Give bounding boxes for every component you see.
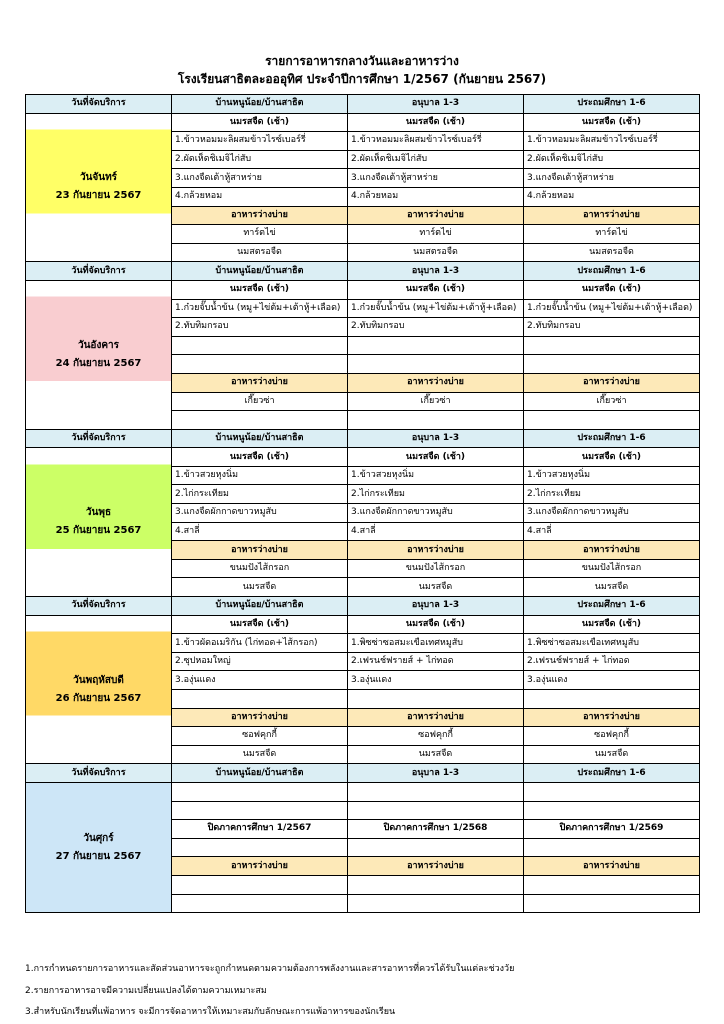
menu-item: 1.ก๋วยจั๊บน้ำข้น (หมู+ไข่ต้ม+เต้าหู้+เลือด)	[172, 299, 348, 318]
menu-item	[524, 336, 700, 355]
menu-item: 1.ข้าวหอมมะลิผสมข้าวไรซ์เบอร์รี่	[172, 132, 348, 151]
column-header: วันที่จัดบริการ	[26, 95, 172, 114]
snack-label: อาหารว่างบ่าย	[524, 206, 700, 225]
menu-item	[348, 355, 524, 374]
breakfast-label: นมรสจืด (เช้า)	[524, 113, 700, 132]
menu-item: 4.กล้วยหอม	[524, 187, 700, 206]
day-header-row	[26, 429, 700, 448]
menu-item: 2.ซุปหอมใหญ่	[172, 652, 348, 671]
menu-item: 3.แกงจืดเต้าหู้สาหร่าย	[172, 169, 348, 188]
menu-item: 2.ทับทิมกรอบ	[348, 318, 524, 337]
day-name: วันพุธ	[85, 507, 112, 519]
snack-item: นมสตรอจืด	[524, 243, 700, 262]
empty-cell	[348, 838, 524, 857]
breakfast-label: นมรสจืด (เช้า)	[348, 448, 524, 467]
snack-item: ขนมปังไส้กรอก	[348, 559, 524, 578]
column-header: ประถมศึกษา 1-6	[524, 597, 700, 616]
menu-item	[172, 690, 348, 709]
snack-item: นมรสจืด	[348, 745, 524, 764]
menu-item	[524, 690, 700, 709]
day-date: 27 กันยายน 2567	[55, 850, 142, 862]
day-name: วันศุกร์	[83, 832, 114, 844]
menu-item: 4.กล้วยหอม	[172, 187, 348, 206]
closed-notice: ปิดภาคการศึกษา 1/2569	[524, 820, 700, 839]
column-header: ประถมศึกษา 1-6	[524, 95, 700, 114]
snack-item: นมรสจืด	[348, 578, 524, 597]
column-header: วันที่จัดบริการ	[26, 764, 172, 783]
column-header: อนุบาล 1-3	[348, 95, 524, 114]
menu-item	[524, 355, 700, 374]
snack-label: อาหารว่างบ่าย	[348, 206, 524, 225]
note-2: 2.รายการอาหารอาจมีความเปลี่ยนแปลงได้ตามความเหมาะสม	[25, 986, 267, 996]
snack-item	[172, 875, 348, 894]
column-header: บ้านหนูน้อย/บ้านสาธิต	[172, 597, 348, 616]
snack-label: อาหารว่างบ่าย	[172, 206, 348, 225]
closed-notice: ปิดภาคการศึกษา 1/2567	[172, 820, 348, 839]
note-1: 1.การกำหนดรายการอาหารและสัดส่วนอาหารจะถูกกำหนดตามความต้องการพลังงานและสารอาหารที่ควรได้รับในแต่ละช่วงวัย	[25, 964, 515, 974]
menu-item: 1.ข้าวผัดอเมริกัน (ไก่ทอด+ไส้กรอก)	[172, 634, 348, 653]
snack-label: อาหารว่างบ่าย	[348, 857, 524, 876]
snack-item: นมรสจืด	[172, 578, 348, 597]
snack-item: นมสตรอจืด	[172, 243, 348, 262]
empty-cell	[348, 782, 524, 801]
empty-cell	[172, 801, 348, 820]
snack-item	[524, 894, 700, 913]
breakfast-label: นมรสจืด (เช้า)	[172, 113, 348, 132]
day-cell	[26, 113, 172, 262]
menu-item: 3.แกงจืดผักกาดขาวหมูสับ	[172, 504, 348, 523]
menu-table	[25, 94, 700, 913]
day-header-row	[26, 262, 700, 281]
breakfast-label: นมรสจืด (เช้า)	[524, 615, 700, 634]
menu-item: 2.ผัดเห็ดชิเมจิไก่สับ	[172, 150, 348, 169]
snack-item: ขนมปังไส้กรอก	[524, 559, 700, 578]
snack-item: ซอฟคุกกี้	[348, 727, 524, 746]
breakfast-label: นมรสจืด (เช้า)	[172, 615, 348, 634]
blank-row	[26, 782, 700, 801]
menu-item: 3.แกงจืดเต้าหู้สาหร่าย	[524, 169, 700, 188]
snack-item: ทาร์ตไข่	[524, 225, 700, 244]
snack-label: อาหารว่างบ่าย	[348, 708, 524, 727]
menu-item: 2.เฟรนช์ฟรายส์ + ไก่ทอด	[524, 652, 700, 671]
snack-item: ขนมปังไส้กรอก	[172, 559, 348, 578]
empty-cell	[524, 801, 700, 820]
day-date: 25 กันยายน 2567	[55, 525, 142, 537]
breakfast-label: นมรสจืด (เช้า)	[348, 615, 524, 634]
menu-item: 1.ข้าวหอมมะลิผสมข้าวไรซ์เบอร์รี่	[348, 132, 524, 151]
column-header: อนุบาล 1-3	[348, 262, 524, 281]
snack-item: ซอฟคุกกี้	[524, 727, 700, 746]
snack-item	[172, 894, 348, 913]
day-cell	[26, 280, 172, 429]
snack-item: เกี๊ยวซ่า	[348, 392, 524, 411]
snack-item: ทาร์ตไข่	[172, 225, 348, 244]
menu-item: 2.ไก่กระเทียม	[172, 485, 348, 504]
day-header-row	[26, 95, 700, 114]
snack-item	[348, 894, 524, 913]
menu-item: 2.ไก่กระเทียม	[348, 485, 524, 504]
menu-item: 3.แกงจืดเต้าหู้สาหร่าย	[348, 169, 524, 188]
breakfast-label: นมรสจืด (เช้า)	[172, 280, 348, 299]
snack-label: อาหารว่างบ่าย	[172, 373, 348, 392]
empty-cell	[172, 838, 348, 857]
breakfast-row	[26, 448, 700, 467]
day-date: 23 กันยายน 2567	[55, 190, 142, 202]
menu-item: 1.พิซซ่าซอสมะเขือเทศหมูสับ	[524, 634, 700, 653]
breakfast-label: นมรสจืด (เช้า)	[172, 448, 348, 467]
breakfast-label: นมรสจืด (เช้า)	[524, 448, 700, 467]
breakfast-row	[26, 615, 700, 634]
column-header: ประถมศึกษา 1-6	[524, 262, 700, 281]
menu-item	[172, 355, 348, 374]
menu-item: 4.สาลี่	[524, 522, 700, 541]
snack-label: อาหารว่างบ่าย	[172, 708, 348, 727]
menu-item: 1.พิซซ่าซอสมะเขือเทศหมูสับ	[348, 634, 524, 653]
empty-cell	[524, 782, 700, 801]
column-header: อนุบาล 1-3	[348, 597, 524, 616]
snack-item	[348, 875, 524, 894]
snack-label: อาหารว่างบ่าย	[524, 857, 700, 876]
day-name: วันจันทร์	[79, 172, 118, 184]
day-cell	[26, 615, 172, 764]
day-date: 24 กันยายน 2567	[55, 357, 142, 369]
snack-item: นมรสจืด	[172, 745, 348, 764]
snack-label: อาหารว่างบ่าย	[524, 708, 700, 727]
day-name: วันอังคาร	[77, 339, 119, 351]
menu-item: 4.สาลี่	[172, 522, 348, 541]
note-3: 3.สำหรับนักเรียนที่แพ้อาหาร จะมีการจัดอาหารให้เหมาะสมกับลักษณะการแพ้อาหารของนักเรียน	[25, 1007, 396, 1017]
column-header: บ้านหนูน้อย/บ้านสาธิต	[172, 429, 348, 448]
day-cell	[26, 782, 172, 912]
day-date: 26 กันยายน 2567	[55, 692, 142, 704]
menu-item: 4.กล้วยหอม	[348, 187, 524, 206]
menu-item: 1.ข้าวหอมมะลิผสมข้าวไรซ์เบอร์รี่	[524, 132, 700, 151]
snack-item: เกี๊ยวซ่า	[172, 392, 348, 411]
closed-notice: ปิดภาคการศึกษา 1/2568	[348, 820, 524, 839]
menu-item: 3.แกงจืดผักกาดขาวหมูสับ	[348, 504, 524, 523]
snack-label: อาหารว่างบ่าย	[172, 857, 348, 876]
day-name: วันพฤหัสบดี	[73, 674, 124, 686]
snack-item: นมรสจืด	[524, 745, 700, 764]
day-header-row	[26, 764, 700, 783]
snack-item	[348, 411, 524, 430]
breakfast-row	[26, 280, 700, 299]
page-title: รายการอาหารกลางวันและอาหารว่าง	[265, 54, 459, 68]
column-header: ประถมศึกษา 1-6	[524, 429, 700, 448]
empty-cell	[348, 801, 524, 820]
column-header: ประถมศึกษา 1-6	[524, 764, 700, 783]
snack-label: อาหารว่างบ่าย	[524, 373, 700, 392]
day-cell	[26, 448, 172, 597]
day-header-row	[26, 597, 700, 616]
column-header: อนุบาล 1-3	[348, 764, 524, 783]
empty-cell	[524, 838, 700, 857]
empty-cell	[172, 782, 348, 801]
snack-item	[524, 411, 700, 430]
snack-label: อาหารว่างบ่าย	[348, 373, 524, 392]
breakfast-row	[26, 113, 700, 132]
menu-item: 1.ข้าวสวยหุงนิ่ม	[524, 466, 700, 485]
column-header: วันที่จัดบริการ	[26, 597, 172, 616]
menu-item: 2.ผัดเห็ดชิเมจิไก่สับ	[524, 150, 700, 169]
menu-item: 1.ก๋วยจั๊บน้ำข้น (หมู+ไข่ต้ม+เต้าหู้+เลือด)	[524, 299, 700, 318]
breakfast-label: นมรสจืด (เช้า)	[348, 280, 524, 299]
snack-item: ทาร์ตไข่	[348, 225, 524, 244]
menu-item	[348, 690, 524, 709]
menu-item: 1.ก๋วยจั๊บน้ำข้น (หมู+ไข่ต้ม+เต้าหู้+เลือด)	[348, 299, 524, 318]
snack-item	[524, 875, 700, 894]
page-subtitle: โรงเรียนสาธิตละอออุทิศ ประจำปีการศึกษา 1/2567 (กันยายน 2567)	[177, 72, 547, 86]
menu-item: 3.องุ่นแดง	[524, 671, 700, 690]
menu-item: 3.องุ่นแดง	[172, 671, 348, 690]
snack-label: อาหารว่างบ่าย	[348, 541, 524, 560]
snack-label: อาหารว่างบ่าย	[524, 541, 700, 560]
snack-item	[172, 411, 348, 430]
breakfast-label: นมรสจืด (เช้า)	[348, 113, 524, 132]
column-header: วันที่จัดบริการ	[26, 262, 172, 281]
column-header: บ้านหนูน้อย/บ้านสาธิต	[172, 262, 348, 281]
menu-item: 2.เฟรนช์ฟรายส์ + ไก่ทอด	[348, 652, 524, 671]
menu-item: 2.ผัดเห็ดชิเมจิไก่สับ	[348, 150, 524, 169]
snack-item: นมสตรอจืด	[348, 243, 524, 262]
column-header: อนุบาล 1-3	[348, 429, 524, 448]
menu-item: 2.ไก่กระเทียม	[524, 485, 700, 504]
snack-item: ซอฟคุกกี้	[172, 727, 348, 746]
menu-item: 1.ข้าวสวยหุงนิ่ม	[172, 466, 348, 485]
snack-item: เกี๊ยวซ่า	[524, 392, 700, 411]
menu-item: 2.ทับทิมกรอบ	[172, 318, 348, 337]
menu-item	[172, 336, 348, 355]
breakfast-label: นมรสจืด (เช้า)	[524, 280, 700, 299]
column-header: บ้านหนูน้อย/บ้านสาธิต	[172, 95, 348, 114]
menu-item: 1.ข้าวสวยหุงนิ่ม	[348, 466, 524, 485]
menu-item: 3.แกงจืดผักกาดขาวหมูสับ	[524, 504, 700, 523]
menu-item: 2.ทับทิมกรอบ	[524, 318, 700, 337]
column-header: บ้านหนูน้อย/บ้านสาธิต	[172, 764, 348, 783]
column-header: วันที่จัดบริการ	[26, 429, 172, 448]
menu-item: 3.องุ่นแดง	[348, 671, 524, 690]
menu-item: 4.สาลี่	[348, 522, 524, 541]
snack-item: นมรสจืด	[524, 578, 700, 597]
menu-item	[348, 336, 524, 355]
snack-label: อาหารว่างบ่าย	[172, 541, 348, 560]
